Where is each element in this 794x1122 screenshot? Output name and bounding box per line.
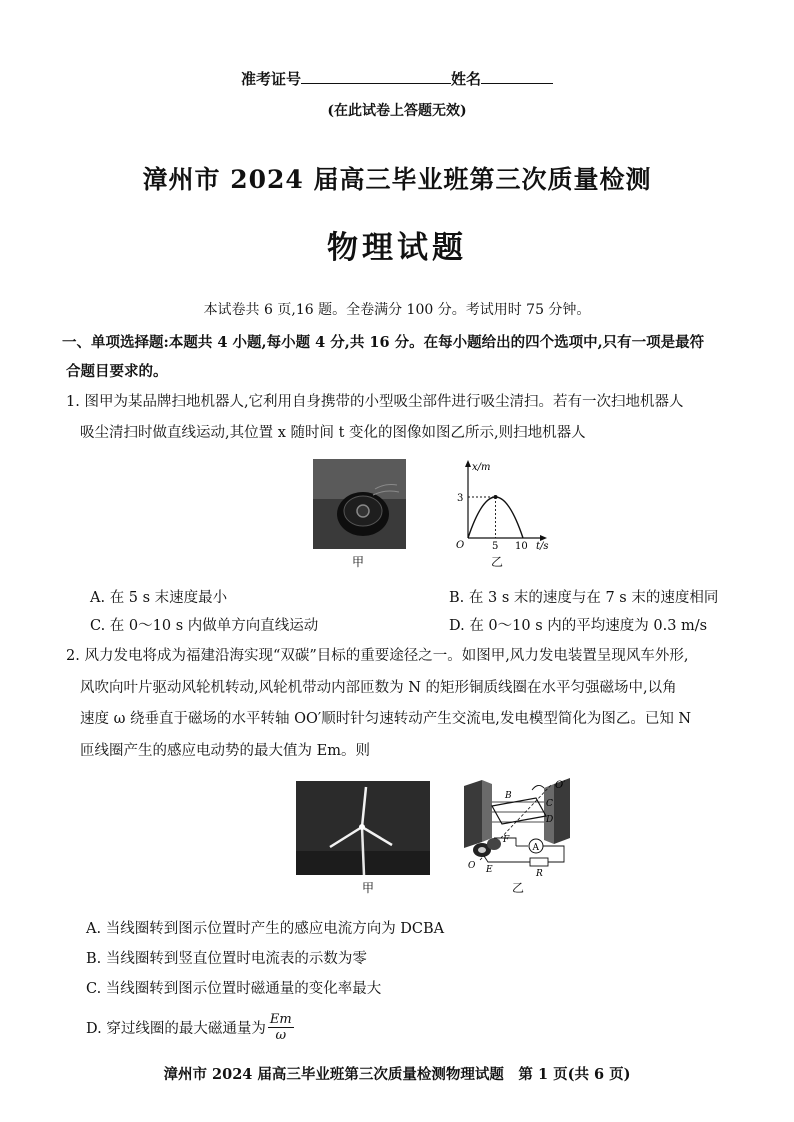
magnet-left-face [482, 780, 492, 842]
name-blank [481, 69, 553, 84]
label-b: B [505, 791, 512, 801]
q1-option-b: B. 在 3 s 末的速度与在 7 s 末的速度相同 [449, 590, 719, 606]
q1-line-2: 吸尘清扫时做直线运动,其位置 x 随时间 t 变化的图像如图乙所示,则扫地机器人 [80, 425, 586, 441]
label-d: D [546, 815, 554, 825]
y-axis-arrow [465, 460, 471, 467]
q2-line-3: 速度 ω 绕垂直于磁场的水平转轴 OO′顺时针匀速转动产生交流电,发电模型简化为图乙。已知 N [80, 711, 692, 727]
peak-point [494, 495, 498, 499]
q2-option-d [86, 1012, 294, 1043]
origin-label: O [456, 540, 465, 550]
label-c: C [546, 799, 553, 809]
section-line-2: 合题目要求的。 [66, 363, 168, 380]
label-o-prime: O′ [555, 780, 566, 791]
x-axis-label: t/s [536, 541, 549, 550]
question-2-stem [66, 641, 782, 767]
q2-line-4: 匝线圈产生的感应电动势的最大值为 Em。则 [80, 742, 370, 759]
rotation-arrow [532, 785, 544, 790]
slip-ring-core [478, 847, 486, 853]
name-label: 姓名 [451, 70, 482, 88]
section-line-1: 一、单项选择题:本题共 4 小题,每小题 4 分,共 16 分。在每小题给出的四个选项中,只有一项是最符 [62, 334, 705, 351]
q2-option-b: B. 当线圈转到竖直位置时电流表的示数为零 [86, 951, 367, 967]
q2-fig-b-caption: 乙 [512, 881, 525, 895]
answer-invalid-note: (在此试卷上答题无效) [327, 103, 467, 119]
q2-line-1: 2. 风力发电将成为福建沿海实现“双碳”目标的重要途径之一。如图甲,风力发电装置呈现风车外形, [66, 648, 689, 664]
q1-option-d: D. 在 0～10 s 内的平均速度为 0.3 m/s [449, 618, 708, 634]
q2-option-d-text: D. 穿过线圈的最大磁通量为 [86, 1021, 266, 1037]
label-f: F [503, 835, 510, 845]
y-tick-3: 3 [457, 493, 464, 504]
exam-id-blank [301, 69, 451, 84]
page-footer: 漳州市 2024 届高三毕业班第三次质量检测物理试题 第 1 页(共 6 页) [163, 1066, 631, 1083]
q1-line-1: 1. 图甲为某品牌扫地机器人,它利用自身携带的小型吸尘部件进行吸尘清扫。若有一次扫地机器人 [66, 394, 684, 410]
robot-vacuum-image [313, 459, 406, 549]
q2-line-2: 风吹向叶片驱动风轮机转动,风轮机带动内部匝数为 N 的矩形铜质线圈在水平匀强磁场中,以角 [80, 679, 677, 696]
q1-robot-photo [313, 459, 406, 549]
q1-fig-a-caption: 甲 [352, 555, 365, 569]
q1-fig-b-caption: 乙 [491, 555, 504, 569]
q2-option-a: A. 当线圈转到图示位置时产生的感应电流方向为 DCBA [86, 921, 445, 937]
max-flux-fraction [268, 1012, 294, 1043]
x-tick-10: 10 [515, 541, 528, 550]
examinee-info [0, 68, 794, 89]
x-tick-5: 5 [492, 541, 499, 550]
fraction-numerator: Em [269, 1012, 292, 1027]
q2-generator-diagram [458, 772, 576, 878]
q1-option-c: C. 在 0～10 s 内做单方向直线运动 [90, 618, 319, 634]
exam-intro: 本试卷共 6 页,16 题。全卷满分 100 分。考试用时 75 分钟。 [203, 302, 591, 318]
q2-turbine-photo [296, 781, 430, 875]
question-1-stem [66, 387, 782, 449]
slip-ring-2 [487, 838, 501, 850]
label-r: R [536, 869, 543, 878]
subject-title: 物理试题 [327, 230, 467, 266]
label-o: O [468, 861, 476, 871]
y-axis-label: x/m [472, 462, 491, 473]
fraction-denominator: ω [275, 1028, 287, 1043]
q2-option-c: C. 当线圈转到图示位置时磁通量的变化率最大 [86, 981, 382, 997]
exam-title: 漳州市 2024 届高三毕业班第三次质量检测 [142, 165, 652, 194]
q1-xt-graph [448, 458, 560, 550]
magnet-left [464, 780, 482, 848]
label-e: E [486, 865, 493, 875]
wind-turbine-image [296, 781, 430, 875]
section-heading [62, 328, 782, 386]
q1-option-a: A. 在 5 s 末速度最小 [90, 590, 228, 606]
q2-fig-a-caption: 甲 [362, 881, 375, 895]
ammeter-label: A [532, 843, 539, 853]
exam-id-label: 准考证号 [240, 70, 301, 88]
wire-bottom [484, 856, 530, 862]
resistor [530, 858, 548, 866]
